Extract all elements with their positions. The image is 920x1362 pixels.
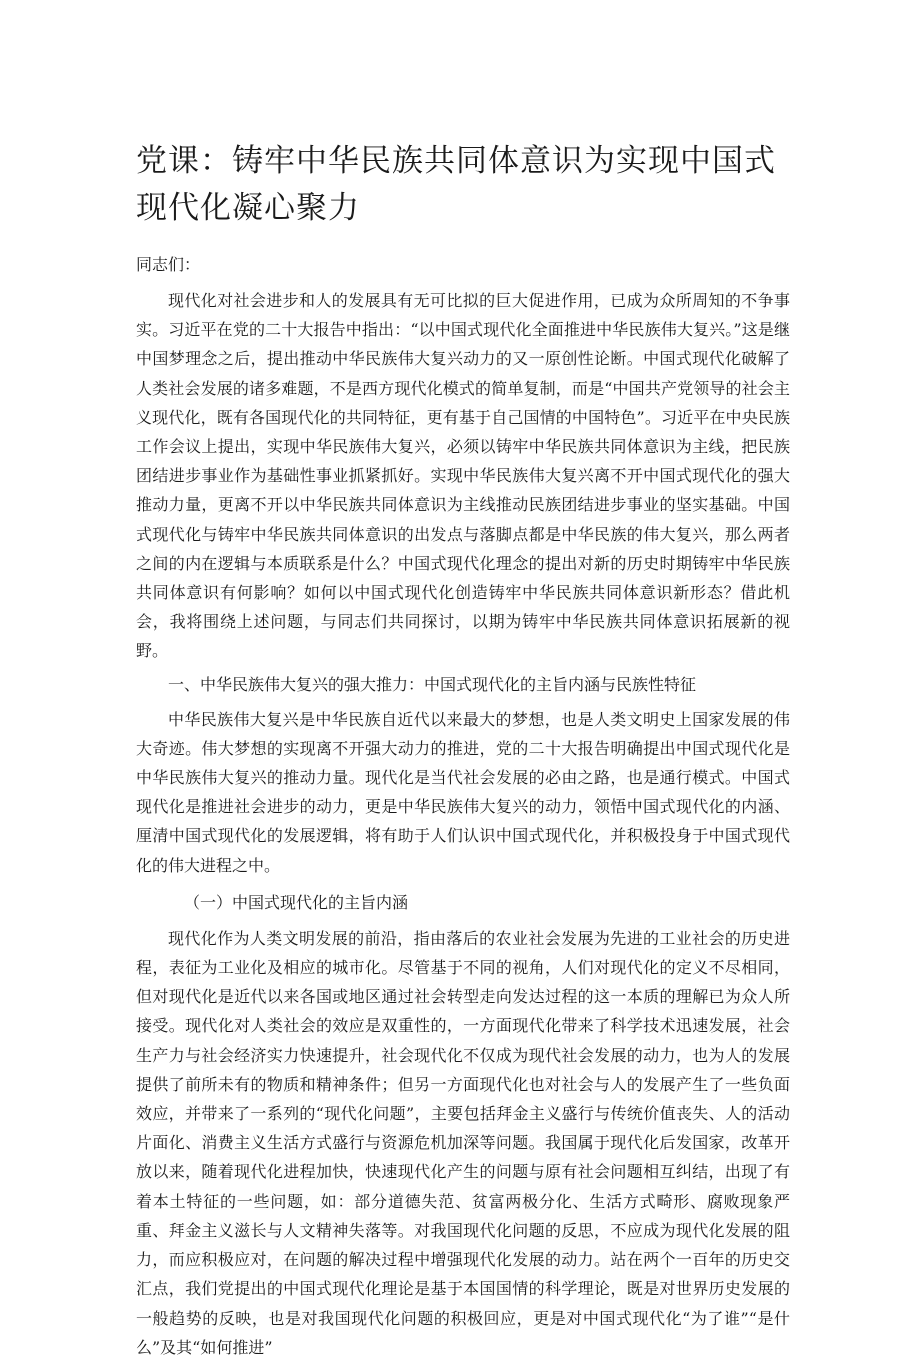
- page-title: 党课：铸牢中华民族共同体意识为实现中国式现代化凝心聚力: [136, 143, 776, 226]
- subsection-paragraph: 现代化作为人类文明发展的前沿，指由落后的农业社会发展为先进的工业社会的历史进程，表征为工业化及相应的城市化。尽管基于不同的视角，人们对现代化的定义不尽相同，但对现代化是近代以来各国或地区通过社会转型走向发达过程的这一本质的理解已为众人所接受。现代化对人类社会的效应是双重性的，一方面现代化带来了科学技术迅速发展，社会生产力与社会经济实力快速提升，社会现代化不仅成为现代社会发展的动力，也为人的发展提供了前所未有的物质和精神条件；但另一方面现代化也对社会与人的发展产生了一些负面效应，并带来了一系列的“现代化问题”，主要包括拜金主义盛行与传统价值丧失、人的活动片面化、消费主义生活方式盛行与资源危机加深等问题。我国属于现代化后发国家，改革开放以来，随着现代化进程加快，快速现代化产生的问题与原有社会问题相互纠结，出现了有着本土特征的一些问题，如：部分道德失范、贫富两极分化、生活方式畸形、腐败现象严重、拜金主义滋长与人文精神失落等。对我国现代化问题的反思，不应成为现代化发展的阻力，而应积极应对，在问题的解决过程中增强现代化发展的动力。站在两个一百年的历史交汇点，我们党提出的中国式现代化理论是基于本国国情的科学理论，既是对世界历史发展的一般趋势的反映，也是对我国现代化问题的积极回应，更是对中国式现代化“为了谁”“是什么”及其“如何推进”: [136, 928, 790, 1357]
- section-heading: 一、中华民族伟大复兴的强大推力：中国式现代化的主旨内涵与民族性特征: [168, 674, 697, 694]
- subsection-heading: （一）中国式现代化的主旨内涵: [184, 892, 409, 912]
- section-paragraph: 中华民族伟大复兴是中华民族自近代以来最大的梦想，也是人类文明史上国家发展的伟大奇迹。伟大梦想的实现离不开强大动力的推进，党的二十大报告明确提出中国式现代化是中华民族伟大复兴的推动力量。现代化是当代社会发展的必由之路，也是通行模式。中国式现代化是推进社会进步的动力，更是中华民族伟大复兴的动力，领悟中国式现代化的内涵、厘清中国式现代化的发展逻辑，将有助于人们认识中国式现代化，并积极投身于中国式现代化的伟大进程之中。: [136, 709, 790, 875]
- salutation: 同志们：: [136, 255, 201, 274]
- intro-paragraph: 现代化对社会进步和人的发展具有无可比拟的巨大促进作用，已成为众所周知的不争事实。习近平在党的二十大报告中指出：“以中国式现代化全面推进中华民族伟大复兴。”这是继中国梦理念之后，提出推动中华民族伟大复兴动力的又一原创性论断。中国式现代化破解了人类社会发展的诸多难题，不是西方现代化模式的简单复制，而是“中国共产党领导的社会主义现代化，既有各国现代化的共同特征，更有基于自己国情的中国特色”。习近平在中央民族工作会议上提出，实现中华民族伟大复兴，必须以铸牢中华民族共同体意识为主线，把民族团结进步事业作为基础性事业抓紧抓好。实现中华民族伟大复兴离不开中国式现代化的强大推动力量，更离不开以中华民族共同体意识为主线推动民族团结进步事业的坚实基础。中国式现代化与铸牢中华民族共同体意识的出发点与落脚点都是中华民族的伟大复兴，那么两者之间的内在逻辑与本质联系是什么？中国式现代化理念的提出对新的历史时期铸牢中华民族共同体意识有何影响？如何以中国式现代化创造铸牢中华民族共同体意识新形态？借此机会，我将围绕上述问题，与同志们共同探讨，以期为铸牢中华民族共同体意识拓展新的视野。: [136, 291, 790, 661]
